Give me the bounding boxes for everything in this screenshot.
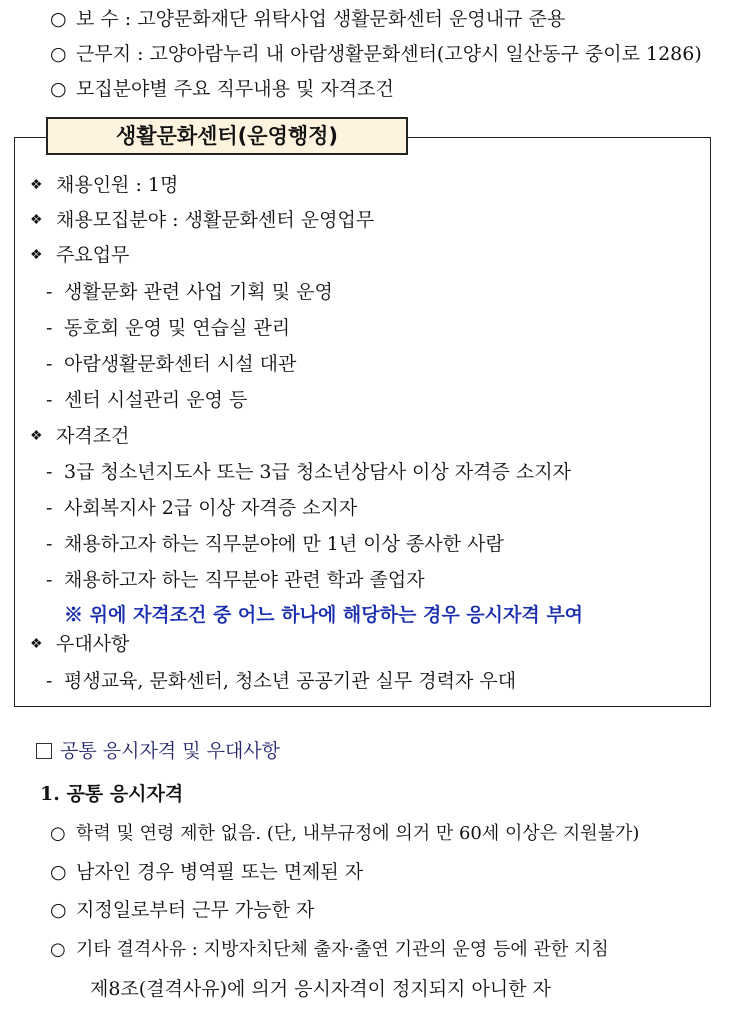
- duty-item: - 동호회 운영 및 연습실 관리: [46, 317, 291, 339]
- pref-heading: ❖ 우대사항: [30, 633, 130, 655]
- common-section-header: 공통 응시자격 및 우대사항: [36, 739, 280, 763]
- circle-bullet-icon: ○: [50, 43, 67, 65]
- recruit-count: ❖ 채용인원 : 1명: [30, 174, 179, 196]
- duty-item: - 아람생활문화센터 시설 대관: [46, 353, 297, 375]
- top-item: ○ 근무지 : 고양아람누리 내 아람생활문화센터(고양시 일산동구 중이로 1286): [50, 43, 702, 65]
- position-title: 생활문화센터(운영행정): [46, 117, 408, 155]
- top-item: ○ 보 수 : 고양문화재단 위탁사업 생활문화센터 운영내규 준용: [50, 8, 566, 30]
- diamond-bullet-icon: ❖: [30, 212, 43, 228]
- duty-item: - 생활문화 관련 사업 기획 및 운영: [46, 281, 333, 303]
- diamond-bullet-icon: ❖: [30, 247, 43, 263]
- duties-heading: ❖ 주요업무: [30, 244, 130, 266]
- circle-bullet-icon: ○: [50, 823, 66, 844]
- qual-item: - 사회복지사 2급 이상 자격증 소지자: [46, 497, 358, 519]
- circle-bullet-icon: ○: [50, 8, 67, 30]
- circle-bullet-icon: ○: [50, 939, 66, 960]
- recruit-field: ❖ 채용모집분야 : 생활문화센터 운영업무: [30, 209, 375, 231]
- pref-item: - 평생교육, 문화센터, 청소년 공공기관 실무 경력자 우대: [46, 670, 517, 692]
- common-item: ○ 지정일로부터 근무 가능한 자: [50, 899, 315, 921]
- common-item: ○ 기타 결격사유 : 지방자치단체 출자·출연 기관의 운영 등에 관한 지침: [50, 939, 609, 960]
- diamond-bullet-icon: ❖: [30, 636, 43, 652]
- qual-item: - 채용하고자 하는 직무분야 관련 학과 졸업자: [46, 569, 425, 591]
- diamond-bullet-icon: ❖: [30, 428, 43, 444]
- qual-item: - 채용하고자 하는 직무분야에 만 1년 이상 종사한 사람: [46, 533, 504, 555]
- top-item: ○ 모집분야별 주요 직무내용 및 자격조건: [50, 78, 394, 100]
- circle-bullet-icon: ○: [50, 899, 67, 921]
- common-item: ○ 남자인 경우 병역필 또는 면제된 자: [50, 861, 364, 883]
- common-item: ○ 학력 및 연령 제한 없음. (단, 내부규정에 의거 만 60세 이상은 지원불가): [50, 823, 640, 844]
- common-subheading: 1. 공통 응시자격: [40, 783, 184, 805]
- diamond-bullet-icon: ❖: [30, 177, 43, 193]
- checkbox-square-icon: [36, 743, 52, 759]
- qual-heading: ❖ 자격조건: [30, 425, 130, 447]
- circle-bullet-icon: ○: [50, 861, 67, 883]
- circle-bullet-icon: ○: [50, 78, 67, 100]
- common-item-continuation: 제8조(결격사유)에 의거 응시자격이 정지되지 아니한 자: [90, 978, 551, 1000]
- qual-item: - 3급 청소년지도사 또는 3급 청소년상담사 이상 자격증 소지자: [46, 461, 571, 483]
- qualification-note: ※ 위에 자격조건 중 어느 하나에 해당하는 경우 응시자격 부여: [64, 604, 584, 626]
- duty-item: - 센터 시설관리 운영 등: [46, 389, 248, 411]
